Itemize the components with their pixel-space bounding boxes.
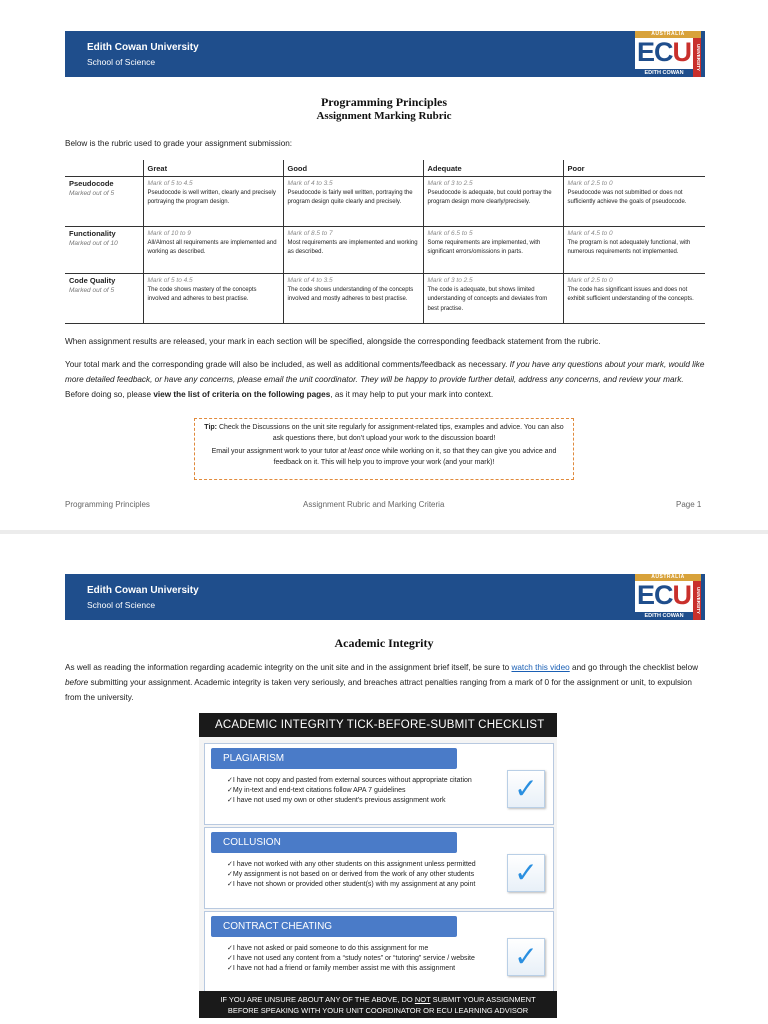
list-item <box>227 860 476 870</box>
checkmark-icon: ✓ <box>227 797 233 804</box>
checkmark-icon: ✓ <box>227 881 233 888</box>
list-item <box>227 964 475 974</box>
tip-text-1: Check the Discussions on the unit site regularly for assignment-related tips, examples and advice. You can also ask questions there, but don’t upload your work to the discussion board! <box>217 424 564 442</box>
school-name: School of Science <box>87 600 156 610</box>
intro-text-before: before <box>65 678 89 687</box>
cell-description: The code has significant issues and does not exhibit sufficient understanding of the concepts. <box>567 286 694 302</box>
item-text: I have not asked or paid someone to do this assignment for me <box>232 945 429 952</box>
cell-description: All/Almost all requirements are implemented and working as described. <box>147 239 277 255</box>
mark-range: Mark of 5 to 4.5 <box>147 277 193 284</box>
school-name: School of Science <box>87 57 156 67</box>
footer-left: Programming Principles <box>65 500 150 509</box>
page2-title: Academic Integrity <box>334 636 434 650</box>
tick-box-icon: ✓ <box>507 854 545 892</box>
cell-description: Most requirements are implemented and working as described. <box>287 239 418 255</box>
criterion-cell <box>65 274 143 324</box>
rubric-table <box>65 160 705 324</box>
item-text: My assignment is not based on or derived from the work of any other students <box>232 871 475 878</box>
logo-letters-ec: EC <box>637 37 673 67</box>
cell-description: Pseudocode was not submitted or does not sufficiently achieve the goals of pseudocode. <box>567 189 687 205</box>
mark-range: Mark of 6.5 to 5 <box>427 230 473 237</box>
rubric-header-poor: Poor <box>563 160 705 177</box>
item-text: I have not used any content from a “study notes” or “tutoring” service / website <box>232 955 475 962</box>
rubric-corner <box>65 160 143 177</box>
cell-description: Pseudocode is well written, clearly and precisely portraying the program design. <box>147 189 276 205</box>
section-title: PLAGIARISM <box>211 748 457 769</box>
logo-letters-u: U <box>672 37 692 67</box>
list-item <box>227 870 476 880</box>
page1-subtitle: Assignment Marking Rubric <box>316 110 452 122</box>
logo-foot: EDITH COWAN <box>635 612 693 620</box>
logo-letters-u: U <box>672 580 692 610</box>
rubric-cell <box>143 274 283 324</box>
para2-plain: Your total mark and the corresponding grade will also be included, as well as additional comments/feedback as necessary. <box>65 360 510 369</box>
page-separator <box>0 530 768 534</box>
logo-letters-ec: EC <box>637 580 673 610</box>
para2-plain-2: Before doing so, please <box>65 390 154 399</box>
rubric-intro: Below is the rubric used to grade your assignment submission: <box>65 139 293 148</box>
integrity-intro <box>65 660 705 705</box>
rubric-header-row <box>65 160 705 177</box>
checklist-header: ACADEMIC INTEGRITY TICK-BEFORE-SUBMIT CHECKLIST <box>199 713 557 737</box>
footer-text-b: SUBMIT YOUR ASSIGNMENT <box>430 995 536 1004</box>
rubric-cell <box>143 227 283 274</box>
item-text: I have not copy and pasted from external sources without appropriate citation <box>232 777 472 784</box>
logo-foot: EDITH COWAN <box>635 69 693 77</box>
logo-side: UNIVERSITY <box>693 581 701 620</box>
logo-side: UNIVERSITY <box>693 38 701 77</box>
logo-strip: AUSTRALIA <box>635 574 701 581</box>
mark-range: Mark of 8.5 to 7 <box>287 230 333 237</box>
footer-text-a: IF YOU ARE UNSURE ABOUT ANY OF THE ABOVE, DO <box>220 995 415 1004</box>
mark-range: Mark of 4.5 to 0 <box>567 230 613 237</box>
rubric-cell <box>283 274 423 324</box>
cell-description: Pseudocode is fairly well written, portraying the program design quite clearly and precisely. <box>287 189 413 205</box>
criterion-out-of: Marked out of 10 <box>69 239 118 247</box>
section-items <box>227 944 475 974</box>
section-items <box>227 860 476 890</box>
checkmark-icon: ✓ <box>227 871 233 878</box>
logo-letters <box>637 37 691 67</box>
checkmark-icon: ✓ <box>227 861 233 868</box>
section-items <box>227 776 472 806</box>
footer-center: Assignment Rubric and Marking Criteria <box>303 500 445 509</box>
tip-label: Tip: <box>204 424 217 431</box>
checkmark-icon: ✓ <box>227 965 233 972</box>
cell-description: Some requirements are implemented, with significant errors/omissions in parts. <box>427 239 541 255</box>
cell-description: The code is adequate, but shows limited understanding of concepts and deviates from best practise. <box>427 286 548 312</box>
tick-box-icon: ✓ <box>507 938 545 976</box>
item-text: I have not shown or provided other student(s) with my assignment at any point <box>232 881 476 888</box>
page2-header-banner <box>65 574 705 620</box>
criterion-name: Code Quality <box>69 276 116 285</box>
footer-line-1 <box>199 994 557 1005</box>
rubric-cell <box>283 177 423 227</box>
section-title: CONTRACT CHEATING <box>211 916 457 937</box>
mark-range: Mark of 5 to 4.5 <box>147 180 193 187</box>
tip-box <box>194 418 574 480</box>
mark-range: Mark of 2.5 to 0 <box>567 180 613 187</box>
list-item <box>227 786 472 796</box>
criterion-name: Functionality <box>69 229 116 238</box>
total-mark-paragraph <box>65 357 705 402</box>
checklist-section-collusion <box>204 827 554 909</box>
rubric-cell <box>563 227 705 274</box>
watch-video-link[interactable]: watch this video <box>511 663 570 672</box>
rubric-cell <box>423 177 563 227</box>
footer-line-2: BEFORE SPEAKING WITH YOUR UNIT COORDINATOR OR ECU LEARNING ADVISOR <box>227 1006 529 1015</box>
item-text: I have not used my own or other student's previous assignment work <box>232 797 446 804</box>
para2-italic: If you have any questions about your mark, would like more detailed feedback, or have any concerns, please email the unit coordinator. They will be happy to provide further detail, address any concerns, and review your mark. <box>65 360 705 384</box>
checklist-section-plagiarism <box>204 743 554 825</box>
criterion-cell <box>65 177 143 227</box>
rubric-header-adequate: Adequate <box>423 160 563 177</box>
rubric-header-good: Good <box>283 160 423 177</box>
logo-letters <box>637 580 691 610</box>
list-item <box>227 944 475 954</box>
intro-text-b: and go through the checklist below <box>569 663 699 672</box>
ecu-logo <box>635 31 701 77</box>
table-row <box>65 274 705 324</box>
checkmark-icon: ✓ <box>227 955 233 962</box>
intro-text-d: submitting your assignment. Academic integrity is taken very seriously, and breaches attract penalties ranging from a mark of 0 for the assignment or unit, to expulsion from the university. <box>65 678 692 702</box>
section-title: COLLUSION <box>211 832 457 853</box>
mark-range: Mark of 2.5 to 0 <box>567 277 613 284</box>
ecu-logo <box>635 574 701 620</box>
mark-range: Mark of 10 to 9 <box>147 230 191 237</box>
item-text: My in-text and end-text citations follow APA 7 guidelines <box>232 787 406 794</box>
university-name: Edith Cowan University <box>87 42 199 53</box>
logo-strip: AUSTRALIA <box>635 31 701 38</box>
criterion-cell <box>65 227 143 274</box>
list-item <box>227 796 472 806</box>
results-paragraph: When assignment results are released, your mark in each section will be specified, alongside the corresponding feedback statement from the rubric. <box>65 337 601 346</box>
checkmark-icon: ✓ <box>227 777 233 784</box>
item-text: I have not had a friend or family member assist me with this assignment <box>232 965 456 972</box>
rubric-cell <box>563 274 705 324</box>
tip-line-1 <box>201 423 567 444</box>
item-text: I have not worked with any other students on this assignment unless permitted <box>232 861 476 868</box>
rubric-cell <box>423 274 563 324</box>
mark-range: Mark of 3 to 2.5 <box>427 180 473 187</box>
tick-box-icon: ✓ <box>507 770 545 808</box>
criterion-out-of: Marked out of 5 <box>69 286 115 294</box>
criterion-out-of: Marked out of 5 <box>69 189 115 197</box>
table-row <box>65 177 705 227</box>
rubric-cell <box>423 227 563 274</box>
para2-bold: view the list of criteria on the following pages <box>153 390 331 399</box>
tip-text-2a: Email your assignment work to your tutor <box>211 448 341 455</box>
table-row <box>65 227 705 274</box>
list-item <box>227 776 472 786</box>
intro-text-a: As well as reading the information regarding academic integrity on the unit site and in the assignment brief itself, be sure to <box>65 663 512 672</box>
checkmark-icon: ✓ <box>227 945 233 952</box>
university-name: Edith Cowan University <box>87 585 199 596</box>
tip-text-2b: at least once <box>340 448 381 455</box>
checklist-footer <box>199 991 557 1018</box>
mark-range: Mark of 3 to 2.5 <box>427 277 473 284</box>
page1-header-banner <box>65 31 705 77</box>
cell-description: The code shows mastery of the concepts involved and adheres to best practise. <box>147 286 257 302</box>
integrity-checklist <box>199 713 557 1018</box>
cell-description: Pseudocode is adequate, but could portray the program design more clearly/precisely. <box>427 189 552 205</box>
list-item <box>227 954 475 964</box>
page1-title: Programming Principles <box>320 95 448 109</box>
tip-line-2 <box>201 447 567 468</box>
checkmark-icon: ✓ <box>227 787 233 794</box>
para2-plain-3: , as it may help to put your mark into context. <box>330 390 494 399</box>
criterion-name: Pseudocode <box>69 179 114 188</box>
checklist-section-contract-cheating <box>204 911 554 993</box>
rubric-header-great: Great <box>143 160 283 177</box>
tip-text-2c: while working on it, so that they can give you advice and feedback on it. This will help you to improve your work (and your mark)! <box>273 448 557 466</box>
list-item <box>227 880 476 890</box>
cell-description: The code shows understanding of the concepts involved and mostly adheres to best practise. <box>287 286 414 302</box>
mark-range: Mark of 4 to 3.5 <box>287 180 333 187</box>
rubric-cell <box>563 177 705 227</box>
cell-description: The program is not adequately functional, with numerous requirements not implemented. <box>567 239 691 255</box>
footer-page-number: Page 1 <box>676 500 702 509</box>
footer-not: NOT <box>414 995 431 1004</box>
rubric-cell <box>283 227 423 274</box>
rubric-cell <box>143 177 283 227</box>
mark-range: Mark of 4 to 3.5 <box>287 277 333 284</box>
